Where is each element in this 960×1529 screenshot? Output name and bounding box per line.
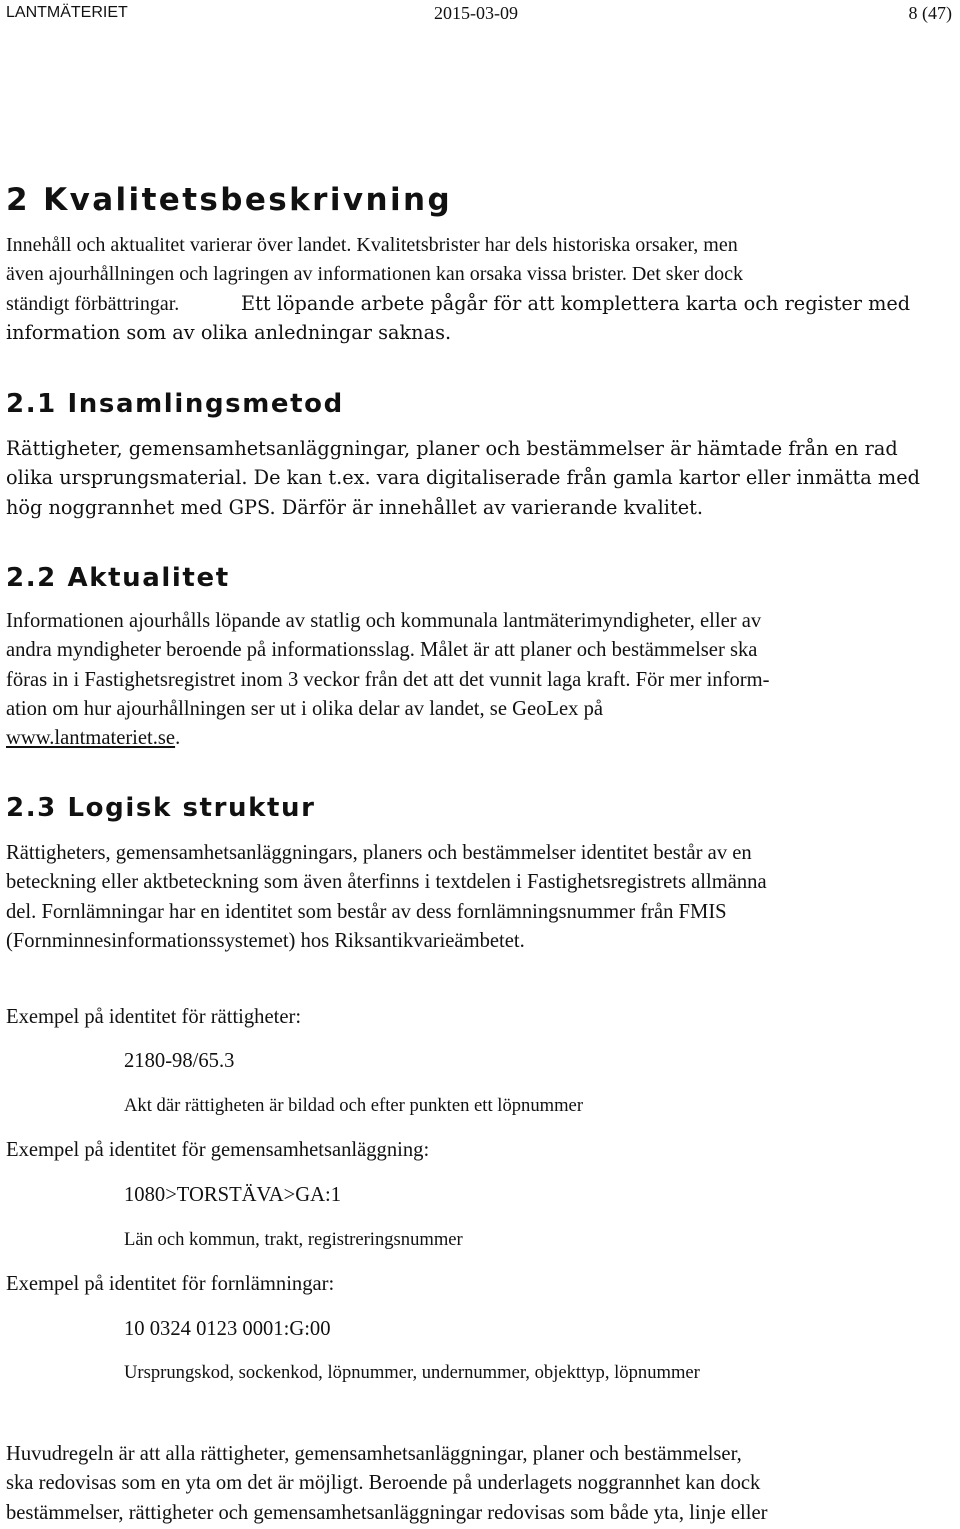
paragraph-line: även ajourhållningen och lagringen av informationen kan orsaka vissa brister. Det sker dock <box>6 263 743 286</box>
example-label: Exempel på identitet för rättigheter: <box>6 1006 302 1028</box>
example-identity: 10 0324 0123 0001:G:00 <box>124 1318 331 1340</box>
paragraph-line: hög noggrannhet med GPS. Därför är innehållet av varierande kvalitet. <box>6 495 703 519</box>
paragraph-line: andra myndigheter beroende på informationsslag. Målet är att planer och bestämmelser ska <box>6 639 758 662</box>
example-description: Ursprungskod, sockenkod, löpnummer, undernummer, objekttyp, löpnummer <box>124 1362 700 1383</box>
example-description: Län och kommun, trakt, registreringsnummer <box>124 1229 463 1250</box>
section-2-3-paragraph <box>6 839 960 956</box>
section-2-2-paragraph <box>6 607 960 753</box>
header-page-number: 8 (47) <box>908 3 952 23</box>
paragraph-line: bestämmelser, rättigheter och gemensamhetsanläggningar redovisas som både yta, linje eller <box>6 1501 768 1524</box>
paragraph-line: (Fornminnesinformationssystemet) hos Riksantikvarieämbetet. <box>6 929 525 952</box>
example-label: Exempel på identitet för gemensamhetsanläggning: <box>6 1139 430 1161</box>
section-2-paragraph-continued <box>6 289 960 348</box>
paragraph-line: ska redovisas som en yta om det är möjligt. Beroende på underlagets noggrannhet kan dock <box>6 1472 761 1495</box>
paragraph-line: beteckning eller aktbeteckning som även återfinns i textdelen i Fastighetsregistrets allmänna <box>6 871 767 894</box>
section-2-2-heading: 2.2 Aktualitet <box>6 563 230 593</box>
paragraph-line: ation om hur ajourhållningen ser ut i olika delar av landet, se GeoLex på <box>6 697 604 720</box>
section-2-3-heading: 2.3 Logisk struktur <box>6 793 316 823</box>
paragraph-line: Informationen ajourhålls löpande av statlig och kommunala lantmäterimyndigheter, eller av <box>6 610 762 632</box>
section-2-1-paragraph <box>6 434 960 522</box>
link-suffix: . <box>175 727 181 750</box>
paragraph-line: Innehåll och aktualitet varierar över landet. Kvalitetsbrister har dels historiska orsaker, men <box>6 234 738 256</box>
paragraph-line: Huvudregeln är att alla rättigheter, gemensamhetsanläggningar, planer och bestämmelser, <box>6 1443 742 1465</box>
example-description: Akt där rättigheten är bildad och efter punkten ett löpnummer <box>124 1095 584 1116</box>
section-2-3-closing-paragraph <box>6 1440 960 1528</box>
example-identity: 1080>TORSTÄVA>GA:1 <box>124 1184 341 1206</box>
paragraph-line: del. Fornlämningar har en identitet som består av dess fornlämningsnummer från FMIS <box>6 900 727 923</box>
paragraph-line <box>6 724 960 753</box>
example-label: Exempel på identitet för fornlämningar: <box>6 1273 335 1295</box>
paragraph-line: föras in i Fastighetsregistret inom 3 veckor från det att det vunnit laga kraft. För mer inform- <box>6 668 770 691</box>
section-2-heading: 2 Kvalitetsbeskrivning <box>6 182 453 218</box>
paragraph-line: Ett löpande arbete pågår för att komplettera karta och register med <box>241 292 911 315</box>
section-2-1-heading: 2.1 Insamlingsmetod <box>6 389 344 419</box>
paragraph-line: olika ursprungsmaterial. De kan t.ex. vara digitaliserade från gamla kartor eller inmätta med <box>6 466 920 490</box>
paragraph-line: Rättigheters, gemensamhetsanläggningars, planers och bestämmelser identitet består av en <box>6 842 752 864</box>
header-date: 2015-03-09 <box>434 3 518 23</box>
paragraph-line: ständigt förbättringar. <box>6 292 180 315</box>
header-organization: LANTMÄTERIET <box>6 4 128 21</box>
example-identity: 2180-98/65.3 <box>124 1050 235 1072</box>
lantmateriet-link[interactable]: www.lantmateriet.se <box>6 727 176 750</box>
paragraph-line: Rättigheter, gemensamhetsanläggningar, planer och bestämmelser är hämtade från en rad <box>6 437 898 460</box>
paragraph-line: information som av olika anledningar saknas. <box>6 321 452 345</box>
